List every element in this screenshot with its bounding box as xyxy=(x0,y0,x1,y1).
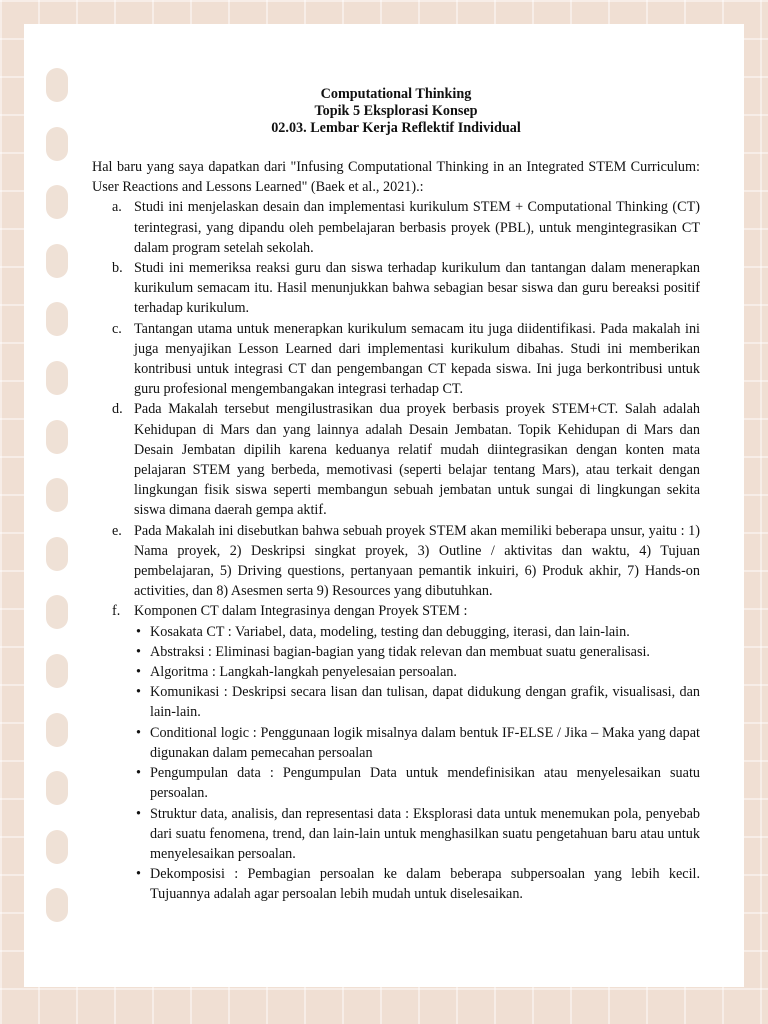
binder-hole xyxy=(46,244,68,278)
bullet-icon: • xyxy=(136,866,141,883)
binder-hole xyxy=(46,654,68,688)
bullet-text: Pengumpulan data : Pengumpulan Data untuk mendefinisikan atau menyelesaikan suatu persoalan. xyxy=(150,765,700,802)
bullet-item xyxy=(134,662,700,682)
bullet-icon: • xyxy=(136,724,141,741)
list-marker: d. xyxy=(112,401,123,418)
title-line-1: Computational Thinking xyxy=(320,86,472,102)
binder-hole xyxy=(46,537,68,571)
bullet-icon: • xyxy=(136,643,141,660)
list-item xyxy=(92,258,700,319)
bullet-icon: • xyxy=(136,623,141,640)
ct-components-list xyxy=(134,622,700,905)
bullet-text: Abstraksi : Eliminasi bagian-bagian yang tidak relevan dan membuat suatu generalisasi. xyxy=(150,643,650,660)
list-item-text: Tantangan utama untuk menerapkan kurikulum semacam itu juga diidentifikasi. Pada makalah ini juga menyajikan Lesson Learned dari implementasi kurikulum dibahas. Studi ini memberikan kontribusi untuk integrasi CT dan pengembangan CT kepada siswa. Ini juga berkontribusi untuk guru profesional mengembangakan integrasi terhadap CT. xyxy=(134,320,700,398)
binder-hole xyxy=(46,713,68,747)
binder-hole xyxy=(46,127,68,161)
list-item-text: Pada Makalah ini disebutkan bahwa sebuah proyek STEM akan memiliki beberapa unsur, yaitu : 1) Nama proyek, 2) Deskripsi singkat proyek, 3) Outline / aktivitas dan waktu, 4) Tujuan pembelajaran, 5) Driving questions, pertanyaan pemantik inkuiri, 6) Produk akhir, 7) Hands-on activities, dan 8) Asesmen serta 9) Resources yang dibutuhkan. xyxy=(134,522,700,600)
intro-paragraph: Hal baru yang saya dapatkan dari "Infusing Computational Thinking in an Integrated STEM Curriculum: User Reactions and Lessons Learned" (Baek et al., 2021).: xyxy=(92,159,700,196)
title-line-2: Topik 5 Eksplorasi Konsep xyxy=(314,103,478,119)
bullet-icon: • xyxy=(136,684,141,701)
list-item xyxy=(92,197,700,258)
binder-hole xyxy=(46,771,68,805)
binder-hole xyxy=(46,478,68,512)
list-marker: c. xyxy=(112,320,122,337)
bullet-item xyxy=(134,682,700,722)
list-item xyxy=(92,399,700,520)
binder-hole xyxy=(46,830,68,864)
list-item-text: Studi ini menjelaskan desain dan implementasi kurikulum STEM + Computational Thinking (CT) terintegrasi, yang dipandu oleh pembelajaran berbasis proyek (PBL), untuk mengintegrasikan CT dalam program setelah sekolah. xyxy=(134,199,700,256)
binder-hole xyxy=(46,185,68,219)
bullet-text: Dekomposisi : Pembagian persoalan ke dalam beberapa subpersoalan yang lebih kecil. Tujuannya adalah agar persoalan lebih mudah untuk diselesaikan. xyxy=(150,866,700,903)
list-item-text: Komponen CT dalam Integrasinya dengan Proyek STEM : xyxy=(134,603,468,620)
binder-hole xyxy=(46,420,68,454)
list-item-text: Pada Makalah tersebut mengilustrasikan dua proyek berbasis proyek STEM+CT. Salah adalah Kehidupan di Mars dan yang lainnya adalah Desain Jembatan. Topik Kehidupan di Mars dan Desain Jembatan dipilih karena keduanya relatif mudah diintegrasikan dengan konten mata pelajaran STEM yang berbeda, memotivasi (seperti belajar tentang Mars), atau terkait dengan lingkungan fisik siswa seperti membangun sebuah jembatan untuk sungai di lingkungan sekita siswa dimana daerah gempa aktif. xyxy=(134,401,700,519)
bullet-icon: • xyxy=(136,805,141,822)
binder-hole xyxy=(46,68,68,102)
bullet-text: Kosakata CT : Variabel, data, modeling, testing dan debugging, iterasi, dan lain-lain. xyxy=(150,623,630,640)
list-marker: e. xyxy=(112,522,122,539)
bullet-item xyxy=(134,642,700,662)
binder-hole xyxy=(46,302,68,336)
document-page xyxy=(24,24,744,987)
bullet-text: Komunikasi : Deskripsi secara lisan dan tulisan, dapat didukung dengan grafik, visualisasi, dan lain-lain. xyxy=(150,684,700,721)
findings-list xyxy=(92,197,700,904)
list-item xyxy=(92,521,700,602)
list-marker: a. xyxy=(112,199,122,216)
document-title xyxy=(92,86,700,137)
binder-hole xyxy=(46,888,68,922)
bullet-text: Conditional logic : Penggunaan logik misalnya dalam bentuk IF-ELSE / Jika – Maka yang dapat digunakan dalam pemecahan persoalan xyxy=(150,724,700,761)
list-item xyxy=(92,601,700,904)
bullet-text: Struktur data, analisis, dan representasi data : Eksplorasi data untuk menemukan pola, penyebab dari suatu fenomena, trend, dan lain-lain untuk menghasilkan suatu pengetahuan baru atau untuk menyelesaikan persoalan. xyxy=(150,805,700,862)
list-item-text: Studi ini memeriksa reaksi guru dan siswa terhadap kurikulum dan tantangan dalam menerapkan kurikulum semacam itu. Hasil menunjukkan bahwa sebagian besar siswa dan guru bereaksi positif terhadap kurikulum. xyxy=(134,260,700,317)
binder-hole xyxy=(46,361,68,395)
bullet-item xyxy=(134,763,700,803)
list-item xyxy=(92,319,700,400)
binder-hole xyxy=(46,595,68,629)
bullet-icon: • xyxy=(136,765,141,782)
list-marker: b. xyxy=(112,260,123,277)
list-marker: f. xyxy=(112,603,121,620)
bullet-item xyxy=(134,723,700,763)
bullet-text: Algoritma : Langkah-langkah penyelesaian persoalan. xyxy=(150,664,457,681)
document-body xyxy=(92,86,700,905)
title-line-3: 02.03. Lembar Kerja Reflektif Individual xyxy=(271,120,521,136)
binder-holes xyxy=(46,68,70,947)
bullet-icon: • xyxy=(136,664,141,681)
bullet-item xyxy=(134,864,700,904)
bullet-item xyxy=(134,622,700,642)
bullet-item xyxy=(134,804,700,865)
